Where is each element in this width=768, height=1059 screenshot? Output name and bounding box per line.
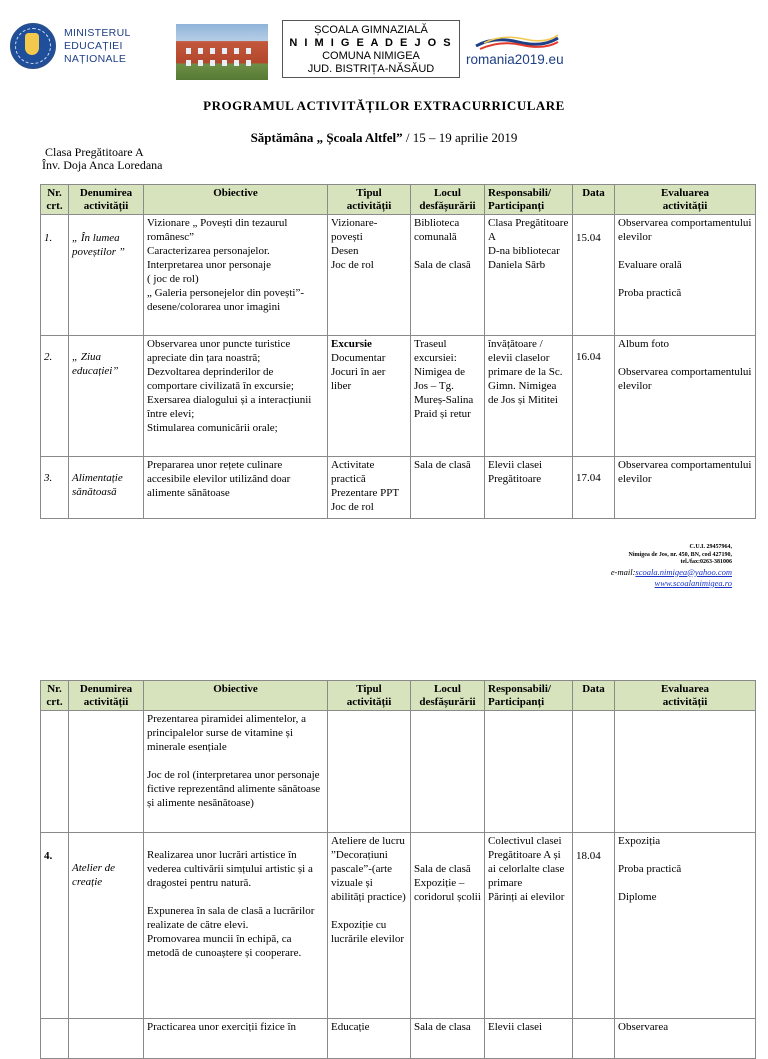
activity-type: Activitate practică Prezentare PPT Joc de rol xyxy=(328,457,411,519)
table-header-row xyxy=(41,185,756,215)
column-header: Tipul activității xyxy=(328,185,411,215)
activity-place: Sala de clasă Expoziție – coridorul școlii xyxy=(411,833,485,1019)
activity-date: 16.04 xyxy=(573,336,615,457)
column-header: Responsabili/ Participanți xyxy=(485,185,573,215)
column-header: Data xyxy=(573,681,615,711)
activities-table-continued xyxy=(40,680,756,1059)
activity-evaluation xyxy=(615,711,756,833)
activity-responsible: Clasa Pregătitoare A D-na bibliotecar Daniela Sârb xyxy=(485,215,573,336)
school-line: COMUNA NIMIGEA xyxy=(322,50,420,62)
ministry-line: NAȚIONALE xyxy=(64,52,127,65)
document-title: PROGRAMUL ACTIVITĂȚILOR EXTRACURRICULARE xyxy=(203,98,565,113)
activity-place: Sala de clasă xyxy=(411,457,485,519)
school-building-photo xyxy=(176,24,268,80)
romania2019-logo xyxy=(466,34,566,70)
school-address: Nimigea de Jos, nr. 450, BN, cod 427190, xyxy=(628,551,732,558)
column-header: Locul desfășurării xyxy=(411,681,485,711)
activity-evaluation: Album foto Observarea comportamentului elevilor xyxy=(615,336,756,457)
class-name: Clasa Pregătitoare A xyxy=(45,145,144,159)
activity-name: Alimentație sănătoasă xyxy=(69,457,144,519)
email-label: e-mail: xyxy=(610,566,636,577)
activity-objectives: Realizarea unor lucrări artistice în vederea cultivării simțului artistic și a dragostei pentru natură. Expunerea în sala de clasă a lucrărilor realizate de către elevi. Promovarea muncii în echipă, ca metodă de cunoaștere și cooperare. xyxy=(144,833,328,1019)
activity-objectives: Practicarea unor exerciții fizice în xyxy=(144,1019,328,1059)
romania2019-text: romania2019.eu xyxy=(466,52,564,67)
activity-evaluation: Observarea comportamentului elevilor xyxy=(615,457,756,519)
table-row xyxy=(41,1019,756,1059)
row-number: 3. xyxy=(41,457,69,519)
activity-evaluation: Observarea xyxy=(615,1019,756,1059)
activity-type-detail: Documentar Jocuri în aer liber xyxy=(331,352,386,392)
romania-crest-icon xyxy=(10,23,56,69)
week-line xyxy=(0,130,768,146)
row-number: 1. xyxy=(41,215,69,336)
email-link[interactable]: scoala.nimigea@yahoo.com xyxy=(635,566,732,577)
week-name: Săptămâna „ Școala Altfel” xyxy=(250,130,403,145)
school-name-box xyxy=(282,20,460,78)
column-header: Evaluarea activității xyxy=(615,185,756,215)
column-header: Nr. crt. xyxy=(41,681,69,711)
row-number: 2. xyxy=(41,336,69,457)
activity-responsible: Colectivul clasei Pregătitoare A și ai celorlalte clase primare Părinți ai elevilor xyxy=(485,833,573,1019)
activities-table xyxy=(40,184,756,519)
activity-date: 15.04 xyxy=(573,215,615,336)
wave-icon xyxy=(474,34,560,50)
column-header: Obiective xyxy=(144,185,328,215)
column-header: Obiective xyxy=(144,681,328,711)
activity-place xyxy=(411,711,485,833)
school-phone: tel./fax:0263-381006 xyxy=(680,559,732,565)
activity-name: Atelier de creație xyxy=(69,833,144,1019)
activity-place: Traseul excursiei: Nimigea de Jos – Tg. Mureș-Salina Praid și retur xyxy=(411,336,485,457)
column-header: Denumirea activității xyxy=(69,681,144,711)
activity-name xyxy=(69,711,144,833)
column-header: Data xyxy=(573,185,615,215)
table-row xyxy=(41,833,756,1019)
ministry-line: MINISTERUL EDUCAȚIEI xyxy=(64,26,131,52)
school-line: N I M I G E A D E J O S xyxy=(289,37,453,49)
row-number: 4. xyxy=(41,833,69,1019)
activity-responsible: Elevii clasei Pregătitoare xyxy=(485,457,573,519)
activity-evaluation: Observarea comportamentului elevilor Evaluare orală Proba practică xyxy=(615,215,756,336)
school-contact-footer xyxy=(611,544,732,589)
activity-responsible: învățătoare / elevii claselor primare de la Sc. Gimn. Nimigea de Jos și Mititei xyxy=(485,336,573,457)
activity-date xyxy=(573,711,615,833)
activity-type-main: Excursie xyxy=(331,338,372,350)
activity-type: Vizionare- povești Desen Joc de rol xyxy=(328,215,411,336)
teacher-name: Înv. Doja Anca Loredana xyxy=(42,158,163,172)
table-row xyxy=(41,711,756,833)
activity-evaluation: Expoziția Proba practică Diplome xyxy=(615,833,756,1019)
table-row xyxy=(41,457,756,519)
activity-name xyxy=(69,1019,144,1059)
activity-responsible: Elevii clasei xyxy=(485,1019,573,1059)
row-number xyxy=(41,711,69,833)
activity-place: Sala de clasa xyxy=(411,1019,485,1059)
activity-type xyxy=(328,336,411,457)
column-header: Denumirea activității xyxy=(69,185,144,215)
table-header-row xyxy=(41,681,756,711)
table-row xyxy=(41,336,756,457)
activity-type: Educație xyxy=(328,1019,411,1059)
table-row xyxy=(41,215,756,336)
column-header: Nr. crt. xyxy=(41,185,69,215)
activity-type xyxy=(328,711,411,833)
school-cui: C.U.I. 29457964, xyxy=(689,544,732,550)
activity-responsible xyxy=(485,711,573,833)
column-header: Evaluarea activității xyxy=(615,681,756,711)
website-link[interactable]: www.scoalanimigea.ro xyxy=(654,577,732,588)
activity-date: 17.04 xyxy=(573,457,615,519)
activity-objectives: Vizionare „ Povești din tezaurul românesc” Caracterizarea personajelor. Interpretarea unor personaje ( joc de rol) „ Galeria personejelor din povești”- desene/colorarea unor imagini xyxy=(144,215,328,336)
activity-objectives: Prezentarea piramidei alimentelor, a principalelor surse de vitamine și minerale esențiale Joc de rol (interpretarea unor personaje fictive reprezentând alimente sănătoase și alimente nesănătoase) xyxy=(144,711,328,833)
activity-objectives: Prepararea unor rețete culinare accesibile elevilor utilizând doar alimente sănătoase xyxy=(144,457,328,519)
column-header: Locul desfășurării xyxy=(411,185,485,215)
week-dates: / 15 – 19 aprilie 2019 xyxy=(402,130,518,145)
ministry-name xyxy=(64,27,170,66)
class-info xyxy=(42,146,163,172)
activity-type: Ateliere de lucru ”Decorațiuni pascale”-(arte vizuale și abilități practice) Expoziție cu lucrările elevilor xyxy=(328,833,411,1019)
ministry-logo xyxy=(10,22,170,70)
activity-date xyxy=(573,1019,615,1059)
column-header: Tipul activității xyxy=(328,681,411,711)
school-line: ȘCOALA GIMNAZIALĂ xyxy=(314,24,428,36)
school-line: JUD. BISTRIȚA-NĂSĂUD xyxy=(307,63,435,75)
activity-name: „ Ziua educației” xyxy=(69,336,144,457)
activity-place: Biblioteca comunală Sala de clasă xyxy=(411,215,485,336)
activity-date: 18.04 xyxy=(573,833,615,1019)
column-header: Responsabili/ Participanți xyxy=(485,681,573,711)
activity-name: „ În lumea poveștilor ” xyxy=(69,215,144,336)
activity-objectives: Observarea unor puncte turistice apreciate din țara noastră; Dezvoltarea deprinderilor de comportare civilizată în excursie; Exersarea dialogului și a interacțiunii între elevi; Stimularea comunicării orale; xyxy=(144,336,328,457)
row-number xyxy=(41,1019,69,1059)
